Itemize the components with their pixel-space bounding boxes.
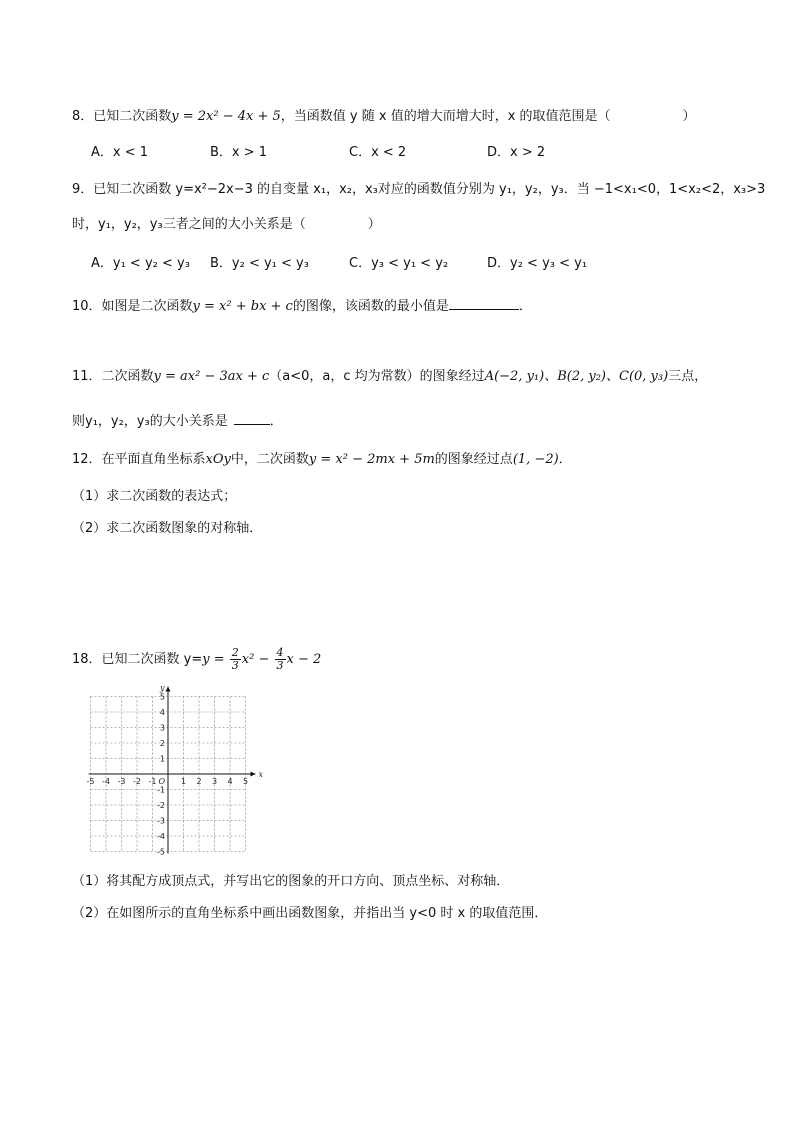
- q18-frac2-den: 3: [276, 659, 284, 672]
- q12-middle: 中，二次函数: [230, 452, 309, 467]
- q11-line2-end: ．: [269, 414, 283, 429]
- y-tick-label: 3: [159, 723, 165, 733]
- q10-prefix: 10．如图是二次函数: [72, 299, 193, 314]
- q8-option-b[interactable]: B．x > 1: [210, 145, 268, 160]
- q9-option-b[interactable]: B．y₂ < y₁ < y₃: [210, 256, 309, 271]
- y-tick-label: 1: [159, 754, 165, 764]
- q12-point: (1, −2): [512, 452, 559, 467]
- q10-formula: y = x² + bx + c: [192, 299, 293, 314]
- q11-suffix: 三点，: [668, 369, 708, 384]
- q8-prefix: 8．已知二次函数: [72, 109, 172, 124]
- q8-close: ）: [682, 109, 696, 124]
- q10-suffix: 的图像，该函数的最小值是: [292, 299, 449, 314]
- y-tick-label: 4: [159, 708, 165, 717]
- y-axis-arrow: [166, 687, 171, 692]
- x-axis-arrow: [251, 772, 256, 777]
- q18-sub1: （1）将其配方成顶点式，并写出它的图象的开口方向、顶点坐标、对称轴．: [72, 874, 510, 889]
- x-tick-label: 3: [211, 777, 218, 786]
- y-tick-label: -3: [157, 816, 165, 826]
- x-tick-label: -3: [117, 777, 126, 786]
- x-tick-label: -5: [86, 777, 95, 786]
- y-tick-label: 5: [159, 692, 165, 702]
- q18-stem: [72, 647, 321, 672]
- q8-formula: y = 2x² − 4x + 5: [171, 109, 281, 124]
- x-tick-label: 5: [242, 777, 249, 786]
- q18-y-eq: y =: [202, 652, 225, 667]
- y-tick-label: -4: [157, 832, 165, 841]
- coordinate-grid[interactable]: [84, 684, 264, 856]
- y-tick-label: 2: [159, 739, 165, 748]
- q12-xoy: xOy: [205, 452, 231, 467]
- q11-prefix: 11．二次函数: [72, 369, 154, 384]
- x-tick-label: -1: [148, 777, 157, 786]
- q9-option-c[interactable]: C．y₃ < y₁ < y₂: [349, 256, 449, 271]
- q10-answer-blank[interactable]: [449, 295, 519, 310]
- y-tick-label: -2: [157, 801, 165, 810]
- q10-stem: [72, 295, 532, 317]
- q11-points: A(−2, y₁)、B(2, y₂)、C(0, y₃): [484, 369, 669, 384]
- q9-option-a[interactable]: A．y₁ < y₂ < y₃: [91, 256, 190, 271]
- q18-x2: x² −: [241, 652, 270, 667]
- y-axis-label: y: [160, 684, 165, 693]
- x-tick-label: -2: [133, 777, 141, 786]
- x-tick-label: 1: [180, 777, 187, 786]
- q11-line2: [72, 410, 283, 432]
- q18-frac1-den: 3: [231, 659, 239, 672]
- q11-cond: （a<0，a，c 均为常数）的图象经过: [269, 369, 485, 384]
- q18-tail: x − 2: [286, 652, 322, 667]
- q9-line2-text: 时，y₁，y₂，y₃三者之间的大小关系是（: [72, 217, 306, 232]
- q11-line2-text: 则y₁，y₂，y₃的大小关系是: [72, 414, 228, 429]
- q12-sub2: （2）求二次函数图象的对称轴．: [72, 521, 263, 536]
- x-tick-label: 2: [196, 777, 202, 786]
- q12-stem: [72, 450, 572, 470]
- q9-line2: [72, 215, 381, 235]
- q9-option-d[interactable]: D．y₂ < y₃ < y₁: [487, 256, 588, 271]
- q18-frac1-num: 2: [231, 646, 239, 659]
- q8-option-c[interactable]: C．x < 2: [349, 145, 407, 160]
- q12-suffix: 的图象经过点: [434, 452, 513, 467]
- q12-end: ．: [558, 452, 572, 467]
- origin-label: O: [158, 777, 165, 786]
- y-tick-label: -5: [157, 847, 165, 856]
- q18-frac2: [275, 647, 286, 672]
- x-tick-label: 4: [227, 777, 233, 786]
- q18-frac2-num: 4: [276, 646, 284, 659]
- q9-line2-close: ）: [367, 217, 381, 232]
- q8-option-d[interactable]: D．x > 2: [487, 145, 546, 160]
- q8-option-a[interactable]: A．x < 1: [91, 145, 149, 160]
- q12-sub1: （1）求二次函数的表达式；: [72, 489, 237, 504]
- q11-answer-blank[interactable]: [234, 410, 270, 425]
- x-tick-label: -4: [102, 777, 110, 786]
- q18-sub2: （2）在如图所示的直角坐标系中画出函数图象，并指出当 y<0 时 x 的取值范围．: [72, 906, 548, 921]
- q12-formula: y = x² − 2mx + 5m: [308, 452, 435, 467]
- q10-end: ．: [518, 299, 532, 314]
- y-tick-label: -1: [157, 785, 165, 795]
- q12-prefix: 12．在平面直角坐标系: [72, 452, 206, 467]
- q11-stem: [72, 367, 707, 387]
- q8-stem: [72, 107, 696, 127]
- q18-prefix: 18．已知二次函数 y=: [72, 652, 203, 667]
- q9-line1: 9．已知二次函数 y=x²−2x−3 的自变量 x₁，x₂，x₃对应的函数值分别为 y₁，y₂，y₃．当 −1<x₁<0，1<x₂<2，x₃>3: [72, 182, 766, 197]
- q18-frac1: [230, 647, 241, 672]
- x-axis-label: x: [258, 770, 264, 779]
- q8-suffix: ，当函数值 y 随 x 值的增大而增大时，x 的取值范围是（: [280, 109, 611, 124]
- q11-formula: y = ax² − 3ax + c: [153, 369, 270, 384]
